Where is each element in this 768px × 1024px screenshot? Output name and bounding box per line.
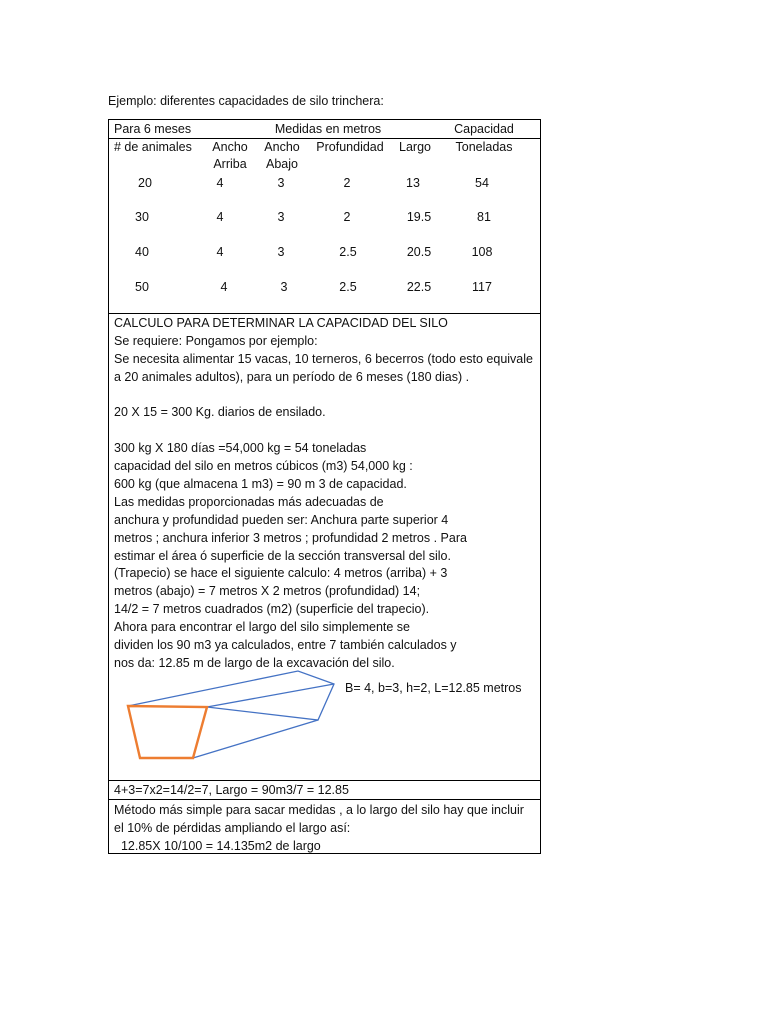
calc-line: metros (abajo) = 7 metros X 2 metros (profundidad) 14;: [114, 584, 421, 599]
calc-line: metros ; anchura inferior 3 metros ; profundidad 2 metros . Para: [114, 530, 467, 545]
table-cell: 3: [280, 280, 288, 294]
calc-line: CALCULO PARA DETERMINAR LA CAPACIDAD DEL SILO: [114, 316, 448, 330]
table-cell: 40: [135, 245, 149, 259]
table-divider-summary: [108, 780, 541, 781]
table-cell: 20: [138, 176, 152, 190]
table-cell: 30: [135, 210, 149, 224]
summary-formula: 4+3=7x2=14/2=7, Largo = 90m3/7 = 12.85: [114, 783, 349, 797]
table-cell: 19.5: [406, 210, 432, 224]
table-cell: 2.5: [339, 245, 357, 259]
table-cell: 22.5: [406, 280, 432, 294]
table-cell: 50: [135, 280, 149, 294]
table-divider-calc: [108, 313, 541, 314]
table-cell: 4: [216, 176, 224, 190]
calc-line: nos da: 12.85 m de largo de la excavación del silo.: [114, 655, 395, 670]
calc-line: estimar el área ó superficie de la sección transversal del silo.: [114, 548, 451, 563]
calc-line: Ahora para encontrar el largo del silo simplemente se: [114, 620, 410, 635]
table-divider-method: [108, 799, 541, 800]
header-capacity: Capacidad: [454, 122, 514, 136]
table-cell: 13: [406, 176, 420, 190]
table-cell: 3: [277, 245, 285, 259]
table-cell: 2.5: [339, 280, 357, 294]
table-cell: 81: [477, 210, 491, 224]
table-cell: 54: [475, 176, 489, 190]
header-animals: # de animales: [114, 140, 192, 154]
page-heading: Ejemplo: diferentes capacidades de silo trinchera:: [108, 94, 384, 108]
calc-line: a 20 animales adultos), para un período de 6 meses (180 dias) .: [114, 369, 470, 384]
header-tons: Toneladas: [455, 140, 513, 154]
calc-line: Las medidas proporcionadas más adecuadas de: [114, 494, 384, 509]
method-paragraph: [114, 802, 524, 856]
header-period: Para 6 meses: [114, 122, 192, 136]
table-cell: 117: [472, 280, 492, 294]
calc-line: dividen los 90 m3 ya calculados, entre 7 también calculados y: [114, 638, 457, 653]
header-depth: Profundidad: [316, 140, 384, 154]
header-ancho-arriba: Ancho: [212, 140, 248, 154]
calc-line: [114, 387, 533, 405]
calc-line: 600 kg (que almacena 1 m3) = 90 m 3 de capacidad.: [114, 477, 407, 492]
table-cell: 3: [277, 176, 285, 190]
calc-line: anchura y profundidad pueden ser: Anchura parte superior 4: [114, 512, 449, 527]
header-length: Largo: [399, 140, 431, 154]
table-cell: 2: [343, 176, 351, 190]
calc-line: Se necesita alimentar 15 vacas, 10 terneros, 6 becerros (todo esto equivale: [114, 351, 533, 366]
method-line: el 10% de pérdidas ampliando el largo así:: [114, 820, 351, 835]
method-line: 12.85X 10/100 = 14.135m2 de largo: [114, 838, 321, 853]
table-cell: 108: [471, 245, 493, 259]
table-cell: 4: [220, 280, 228, 294]
table-cell: 20.5: [406, 245, 432, 259]
method-line: Método más simple para sacar medidas , a lo largo del silo hay que incluir: [114, 803, 524, 817]
calc-line: capacidad del silo en metros cúbicos (m3) 54,000 kg :: [114, 459, 413, 474]
calc-paragraph: [114, 315, 533, 673]
diagram-dimensions-label: B= 4, b=3, h=2, L=12.85 metros: [345, 681, 522, 695]
table-cell: 4: [216, 210, 224, 224]
calc-line: 300 kg X 180 días =54,000 kg = 54 toneladas: [114, 441, 367, 456]
table-cell: 2: [343, 210, 351, 224]
table-cell: 4: [216, 245, 224, 259]
calc-line: Se requiere: Pongamos por ejemplo:: [114, 333, 318, 348]
calc-line: 14/2 = 7 metros cuadrados (m2) (superficie del trapecio).: [114, 602, 430, 617]
header-measures: Medidas en metros: [274, 122, 382, 136]
calc-line: [114, 422, 533, 440]
header-abajo: Abajo: [266, 157, 298, 171]
calc-line: 20 X 15 = 300 Kg. diarios de ensilado.: [114, 405, 326, 420]
calc-line: (Trapecio) se hace el siguiente calculo: 4 metros (arriba) + 3: [114, 566, 448, 581]
header-arriba: Arriba: [213, 157, 247, 171]
table-cell: 3: [277, 210, 285, 224]
header-ancho-abajo: Ancho: [264, 140, 300, 154]
